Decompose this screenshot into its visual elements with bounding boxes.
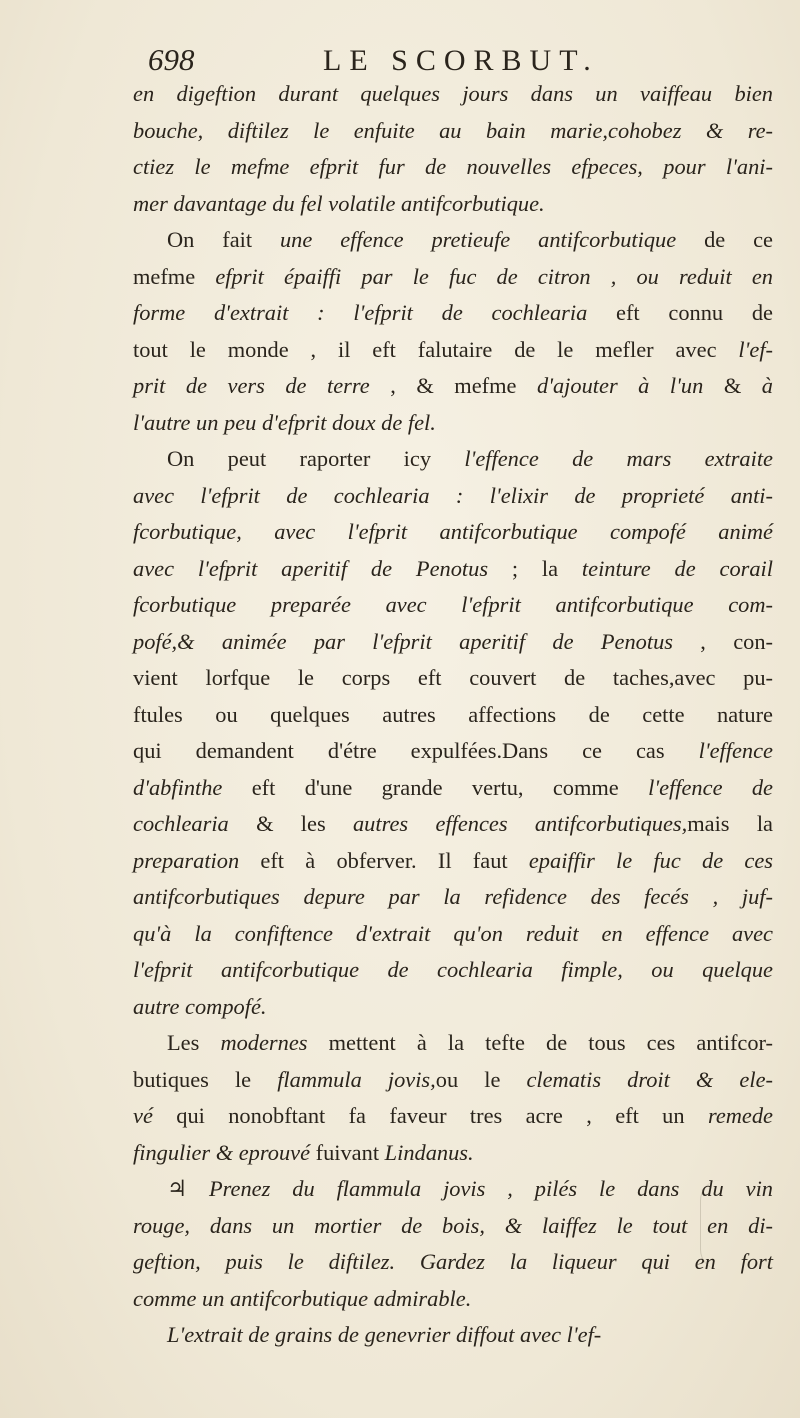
italic-run: forme d'extrait : l'efprit de cochlearia [133,300,588,325]
roman-run: On fait [167,227,280,252]
paper-mark [700,1180,741,1270]
italic-run: ctiez le mefme efprit fur de nouvelles efpeces, pour l'ani- [133,154,773,179]
italic-run: qu'à la confiftence d'extrait qu'on reduit en effence avec [133,920,773,946]
text-line [133,295,773,332]
roman-run: eft d'une grande vertu, comme [222,774,649,800]
italic-run: vé [133,1103,153,1128]
italic-run: autres effences antifcorbutiques, [352,811,688,836]
italic-run: pofé,& animée par l'efprit aperitif de Penotus [133,628,673,654]
text-line [133,1135,773,1172]
italic-run: L'extrait de grains de genevrier diffout avec l'ef- [167,1322,602,1347]
italic-run: avec l'efprit de cochlearia : l'elixir de proprieté anti- [133,482,773,508]
italic-run: une effence pretieufe antifcorbutique [279,227,677,252]
italic-run: bouche, diftilez le enfuite au bain marie,cohobez & re- [133,117,773,143]
italic-run: d'abfinthe [133,774,223,800]
italic-run: antifcorbutiques depure par la refidence des fecés , juf- [133,884,773,909]
italic-run: à [761,373,773,398]
italic-run: comme un antifcorbutique admirable. [133,1285,472,1311]
text-line [133,733,773,770]
italic-run: l'effence de mars extraite [464,446,773,471]
italic-run: ♃ Prenez du flammula jovis , pilés le dans du vin [167,1176,773,1201]
roman-run: tout le monde , il eft falutaire de le mefler avec [133,336,739,362]
text-line [133,222,773,259]
text-line [133,989,773,1026]
text-line [133,1025,773,1062]
text-line [133,879,773,916]
roman-run: eft à obferver. Il faut [239,847,529,873]
roman-run: Les [167,1030,221,1055]
roman-run: qui demandent d'étre expulfées.Dans ce cas [133,738,699,763]
roman-run: eft connu de [587,300,773,325]
text-line [133,259,773,296]
text-line [133,660,773,697]
roman-run: , con- [672,628,774,654]
italic-run: cochlearia [133,811,229,836]
italic-run: en digeftion durant quelques jours dans un vaiffeau bien [133,81,773,106]
text-line [133,1062,773,1099]
italic-run: geftion, puis le diftilez. Gardez la liqueur qui en fort [133,1249,773,1274]
italic-run: modernes [220,1030,308,1055]
roman-run: butiques le [133,1066,278,1092]
text-line [133,952,773,989]
text-line [133,332,773,369]
body-text [133,76,773,1354]
italic-run: l'ef- [738,336,773,362]
italic-run: efprit épaiffi par le fuc de citron , ou reduit en [215,263,773,289]
text-line [133,1208,773,1245]
text-line [133,697,773,734]
page-number: 698 [148,42,195,77]
italic-run: teinture de corail [581,555,773,581]
text-line [133,76,773,113]
text-line [133,1281,773,1318]
text-line [133,843,773,880]
text-line [133,770,773,807]
text-line [133,405,773,442]
italic-run: rouge, dans un mortier de bois, & laiffez le tout en di- [133,1212,773,1238]
running-title: LE SCORBUT. [323,44,599,77]
italic-run: fcorbutique preparée avec l'efprit antifcorbutique com- [133,592,773,617]
text-line [133,441,773,478]
text-line [133,1244,773,1281]
text-line [133,149,773,186]
italic-run: l'autre un peu d'efprit doux de fel. [133,409,436,435]
roman-run: ftules ou quelques autres affections de cette nature [133,701,773,727]
italic-run: l'effence [698,738,773,763]
italic-run: avec l'efprit aperitif de Penotus [133,555,489,581]
roman-run: On peut raporter icy [167,446,465,471]
text-line [133,551,773,588]
text-line [133,368,773,405]
italic-run: preparation [133,847,240,873]
text-line [133,186,773,223]
text-line [133,587,773,624]
text-line [133,1171,773,1208]
roman-run: fuivant [310,1139,385,1165]
roman-run: vient lorfque le corps eft couvert de taches,avec pu- [133,665,773,690]
italic-run: remede [707,1103,773,1128]
roman-run: mettent à la tefte de tous ces antifcor- [307,1030,773,1055]
roman-run: & les [228,811,353,836]
roman-run: ou le [435,1066,527,1092]
italic-run: Lindanus. [384,1139,474,1165]
italic-run: clematis droit & ele- [526,1066,773,1092]
italic-run: prit de vers de terre [133,373,370,398]
text-line [133,514,773,551]
italic-run: flammula jovis, [277,1066,436,1092]
roman-run: & [703,373,762,398]
text-line [133,1317,773,1354]
italic-run: d'ajouter à l'un [537,373,704,398]
italic-run: l'effence de [648,774,773,800]
text-line [133,806,773,843]
text-line [133,916,773,953]
italic-run: l'efprit antifcorbutique de cochlearia fimple, ou quelque [133,957,773,982]
italic-run: fingulier & eprouvé [133,1139,311,1165]
roman-run: mais la [687,811,773,836]
italic-run: autre compofé. [133,993,267,1019]
italic-run: epaiffir le fuc de ces [528,847,773,873]
text-line [133,478,773,515]
roman-run: mefme [133,263,216,289]
roman-run: , & mefme [369,373,537,398]
roman-run: qui nonobftant fa faveur tres acre , eft un [152,1103,708,1128]
text-line [133,624,773,661]
italic-run: fcorbutique, avec l'efprit antifcorbutique compofé animé [133,519,773,544]
text-line [133,1098,773,1135]
text-line [133,113,773,150]
roman-run: ; la [488,555,582,581]
roman-run: de ce [676,227,773,252]
italic-run: mer davantage du fel volatile antifcorbutique. [133,190,545,216]
